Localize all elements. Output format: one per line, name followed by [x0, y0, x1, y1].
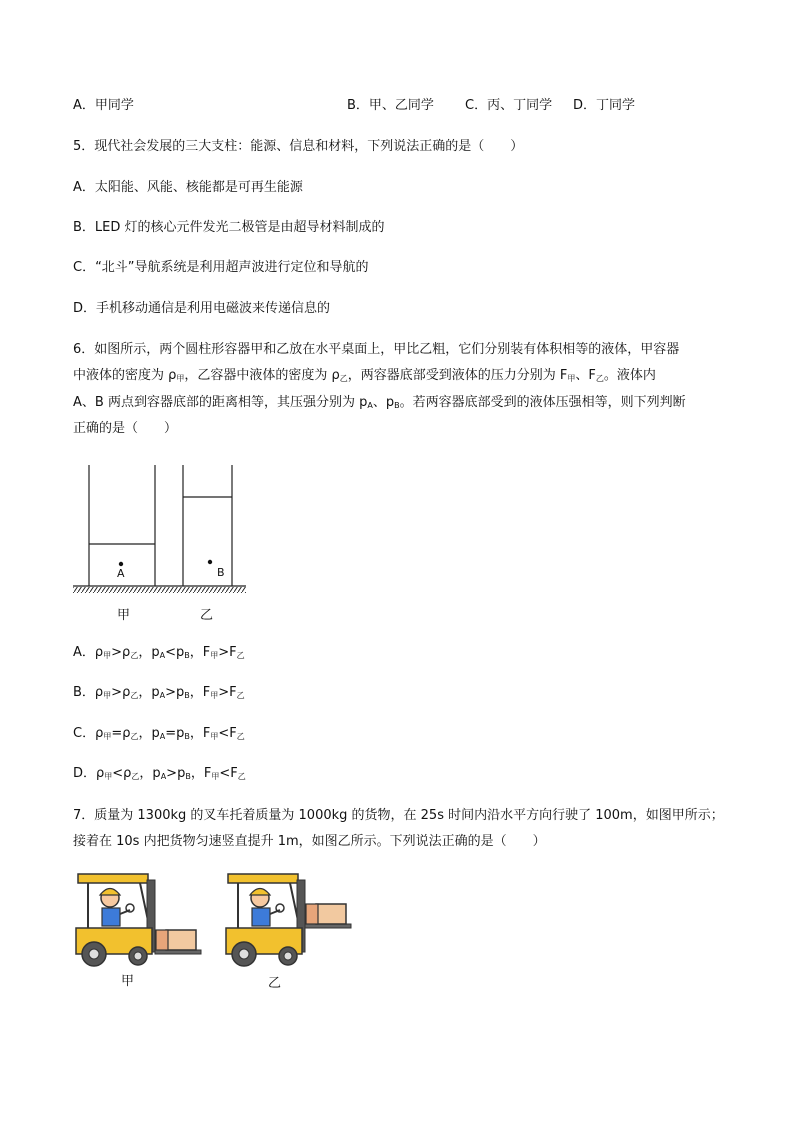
point-b-label: B — [217, 566, 225, 579]
q6-option-b: B．$\rho_甲>\rho_乙$，$p_A>p_B$，$F_甲>F_乙$ — [73, 685, 245, 700]
q7-stem-line1: 7．质量为 1300kg 的叉车托着质量为 1000kg 的货物，在 25s 时间内沿水平方向行驶了 100m，如图甲所示； — [73, 808, 724, 823]
q6-option-c: C．$\rho_甲=\rho_乙$，$p_A=p_B$，$F_甲<F_乙$ — [73, 726, 245, 741]
q6-stem-line1: 6．如图所示，两个圆柱形容器甲和乙放在水平桌面上，甲比乙粗，它们分别装有体积相等的液体，甲容器 — [73, 342, 680, 357]
q7-caption-right: 乙 — [268, 976, 282, 991]
q6-caption-right: 乙 — [200, 608, 214, 623]
q4-option-b: B．甲、乙同学 — [347, 98, 434, 113]
q4-option-a: A．甲同学 — [73, 98, 134, 113]
container-jia — [89, 465, 155, 586]
q5-stem: 5．现代社会发展的三大支柱：能源、信息和材料，下列说法正确的是（ ） — [73, 139, 524, 154]
q4-option-c: C．丙、丁同学 — [465, 98, 553, 113]
q5-option-a: A．太阳能、风能、核能都是可再生能源 — [73, 180, 303, 195]
q5-option-b: B．LED 灯的核心元件发光二极管是由超导材料制成的 — [73, 220, 385, 235]
q6-stem-line4: 正确的是（ ） — [73, 421, 178, 436]
table-hatching — [73, 587, 246, 593]
q7-caption-left: 甲 — [121, 974, 135, 989]
q6-stem-line2: 中液体的密度为 $\rho_甲$，乙容器中液体的密度为 $\rho_乙$，两容器底部受到液体的压力分别为 $F_甲$、$F_乙$。液体内 — [73, 368, 656, 383]
container-yi — [183, 465, 232, 586]
q6-caption-left: 甲 — [117, 608, 131, 623]
q6-stem-line3: A、B 两点到容器底部的距离相等，其压强分别为 $p_A$、$p_B$。若两容器底部受到的液体压强相等，则下列判断 — [73, 395, 686, 410]
point-b-dot — [208, 560, 212, 564]
cargo-box — [166, 930, 196, 950]
cargo-box — [316, 904, 346, 924]
q4-option-d: D．丁同学 — [573, 98, 636, 113]
forklift-yi-illustration — [222, 870, 357, 970]
point-a-dot — [119, 562, 123, 566]
q6-option-d: D．$\rho_甲<\rho_乙$，$p_A>p_B$，$F_甲<F_乙$ — [73, 766, 246, 781]
q5-option-d: D．手机移动通信是利用电磁波来传递信息的 — [73, 301, 331, 316]
q7-stem-line2: 接着在 10s 内把货物匀速竖直提升 1m，如图乙所示。下列说法正确的是（ ） — [73, 834, 546, 849]
q5-option-c: C．“北斗”导航系统是利用超声波进行定位和导航的 — [73, 260, 369, 275]
q6-containers-figure — [70, 460, 250, 600]
forklift-jia-illustration — [72, 870, 207, 970]
q6-option-a: A．$\rho_甲>\rho_乙$，$p_A<p_B$，$F_甲>F_乙$ — [73, 645, 245, 660]
point-a-label: A — [117, 567, 125, 580]
